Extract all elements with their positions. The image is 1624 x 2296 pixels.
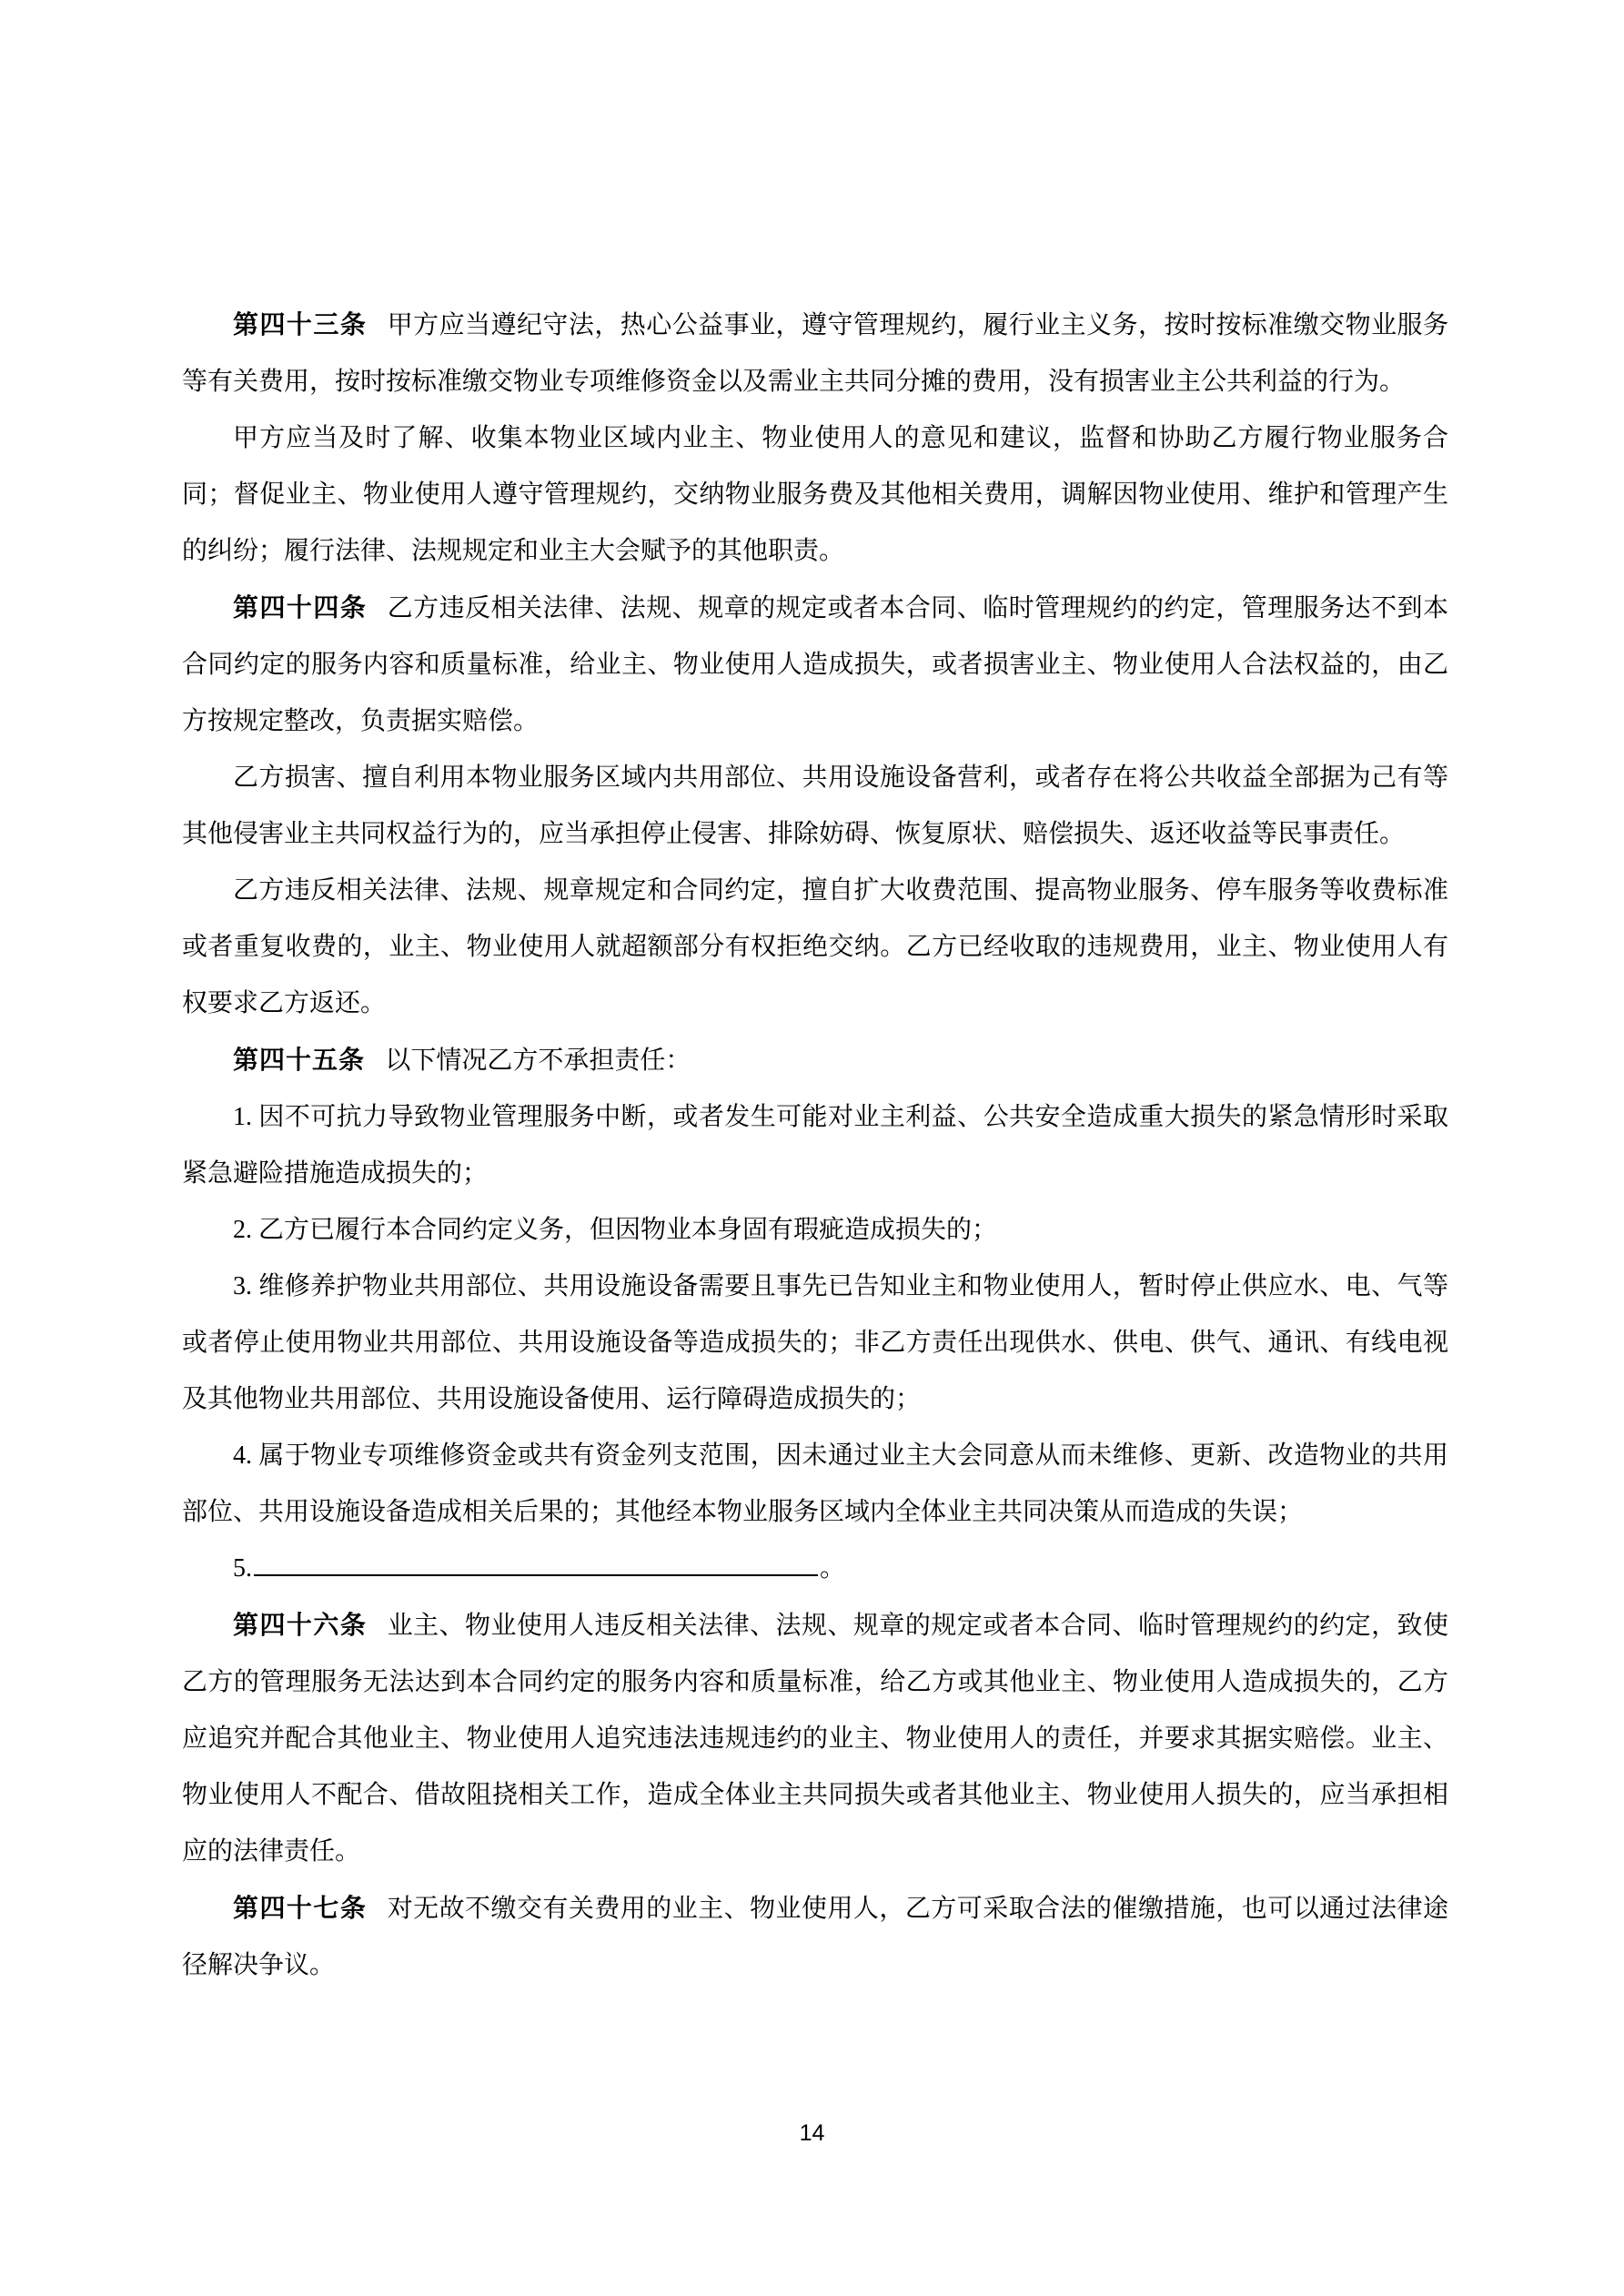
contract-paragraph [182,1541,1448,1597]
article-number: 第四十七条 [233,1894,368,1922]
paragraph-text: 对无故不缴交有关费用的业主、物业使用人，乙方可采取合法的催缴措施，也可以通过法律途径解决争议。 [182,1895,1448,1979]
contract-article-paragraph [182,297,1448,410]
paragraph-text: 业主、物业使用人违反相关法律、法规、规章的规定或者本合同、临时管理规约的约定，致使乙方的管理服务无法达到本合同约定的服务内容和质量标准，给乙方或其他业主、物业使用人造成损失的，乙方应追究并配合其他业主、物业使用人追究违法违规违约的业主、物业使用人的责任，并要求其据实赔偿。业主、物业使用人不配合、借故阻挠相关工作，造成全体业主共同损失或者其他业主、物业使用人损失的，应当承担相应的法律责任。 [182,1612,1448,1866]
paragraph-text: 以下情况乙方不承担责任： [385,1047,691,1075]
contract-paragraph [182,1428,1448,1541]
paragraph-text: 1. 因不可抗力导致物业管理服务中断，或者发生可能对业主利益、公共安全造成重大损失的紧急情形时采取紧急避险措施造成损失的； [182,1103,1448,1188]
paragraph-text: 2. 乙方已履行本合同约定义务，但因物业本身固有瑕疵造成损失的； [233,1216,998,1244]
contract-paragraph [182,750,1448,863]
paragraph-text: 乙方损害、擅自利用本物业服务区域内共用部位、共用设施设备营利，或者存在将公共收益全部据为己有等其他侵害业主共同权益行为的，应当承担停止侵害、排除妨碍、恢复原状、赔偿损失、返还收益等民事责任。 [182,764,1448,848]
contract-article-paragraph [182,1880,1448,1994]
contract-paragraph [182,1089,1448,1202]
paragraph-text: 3. 维修养护物业共用部位、共用设施设备需要且事先已告知业主和物业使用人，暂时停止供应水、电、气等或者停止使用物业共用部位、共用设施设备等造成损失的；非乙方责任出现供水、供电、供气、通讯、有线电视及其他物业共用部位、共用设施设备使用、运行障碍造成损失的； [182,1272,1448,1413]
document-body [182,297,1448,1994]
contract-article-paragraph [182,580,1448,750]
article-number: 第四十三条 [233,310,368,339]
article-number: 第四十五条 [233,1046,366,1074]
article-number: 第四十六条 [233,1611,368,1639]
contract-paragraph [182,863,1448,1032]
paragraph-text: 乙方违反相关法律、法规、规章的规定或者本合同、临时管理规约的约定，管理服务达不到本合同约定的服务内容和质量标准，给业主、物业使用人造成损失，或者损害业主、物业使用人合法权益的，由乙方按规定整改，负责据实赔偿。 [182,594,1448,735]
contract-paragraph [182,1202,1448,1259]
blank-item-period: 。 [820,1554,846,1583]
paragraph-text: 甲方应当遵纪守法，热心公益事业，遵守管理规约，履行业主义务，按时按标准缴交物业服务等有关费用，按时按标准缴交物业专项维修资金以及需业主共同分摊的费用，没有损害业主公共利益的行为。 [182,311,1448,396]
paragraph-text: 4. 属于物业专项维修资金或共有资金列支范围，因未通过业主大会同意从而未维修、更新、改造物业的共用部位、共用设施设备造成相关后果的；其他经本物业服务区域内全体业主共同决策从而造成的失误； [182,1441,1448,1526]
contract-article-paragraph [182,1032,1448,1089]
paragraph-text: 乙方违反相关法律、法规、规章规定和合同约定，擅自扩大收费范围、提高物业服务、停车服务等收费标准或者重复收费的，业主、物业使用人就超额部分有权拒绝交纳。乙方已经收取的违规费用，业主、物业使用人有权要求乙方返还。 [182,876,1448,1017]
blank-item-number: 5. [233,1554,252,1583]
fill-in-blank-line [254,1552,818,1576]
page-number: 14 [799,2120,825,2146]
paragraph-text: 甲方应当及时了解、收集本物业区域内业主、物业使用人的意见和建议，监督和协助乙方履行物业服务合同；督促业主、物业使用人遵守管理规约，交纳物业服务费及其他相关费用，调解因物业使用、维护和管理产生的纠纷；履行法律、法规规定和业主大会赋予的其他职责。 [182,424,1448,565]
article-number: 第四十四条 [233,593,368,622]
contract-paragraph [182,410,1448,580]
contract-paragraph [182,1259,1448,1428]
contract-article-paragraph [182,1597,1448,1880]
